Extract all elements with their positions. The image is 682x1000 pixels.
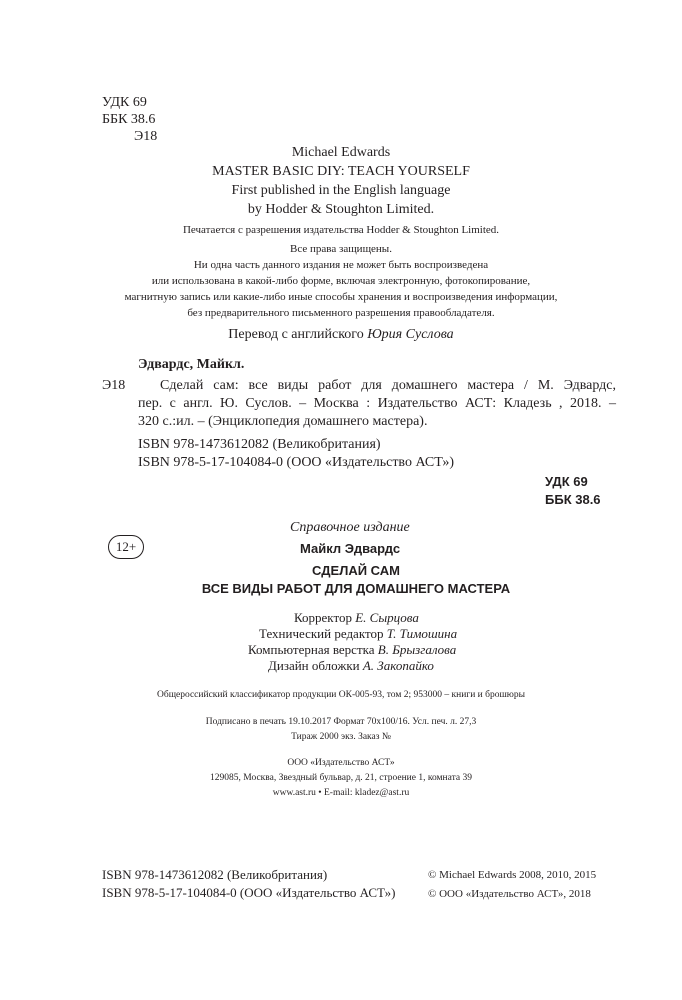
original-published: First published in the English language	[231, 183, 451, 198]
staff-line	[248, 642, 456, 658]
publisher-address: 129085, Москва, Звездный бульвар, д. 21, строение 1, комната 39	[210, 773, 472, 783]
staff-role: Компьютерная верстка	[248, 642, 378, 657]
translator-name: Юрия Суслова	[367, 327, 454, 342]
age-rating-badge: 12+	[108, 535, 144, 559]
edition-type: Справочное издание	[290, 520, 410, 535]
staff-name: А. Закопайко	[362, 658, 434, 673]
staff-name: В. Брызгалова	[377, 642, 457, 657]
original-author: Michael Edwards	[291, 145, 391, 160]
book-title-line1: СДЕЛАЙ САМ	[312, 563, 400, 578]
catalog-description-line: 320 с.:ил. – (Энциклопедия домашнего мастера).	[138, 414, 428, 429]
catalog-description-line: Сделай сам: все виды работ для домашнего мастера / М. Эдвардс,	[160, 378, 616, 393]
rights-line: или использована в какой-либо форме, включая электронную, фотокопирование,	[151, 275, 531, 287]
classifier-text: Общероссийский классификатор продукции ОК-005-93, том 2; 953000 – книги и брошюры	[157, 690, 525, 700]
staff-line	[268, 658, 434, 674]
translation-line	[0, 326, 682, 343]
footer-copyright: © Michael Edwards 2008, 2010, 2015	[428, 869, 597, 881]
staff-line	[294, 610, 419, 626]
catalog-author: Эдвардс, Майкл.	[138, 357, 245, 372]
bbk-code: ББК 38.6	[102, 112, 156, 127]
original-title: MASTER BASIC DIY: TEACH YOURSELF	[212, 164, 470, 179]
staff-role: Корректор	[294, 610, 356, 625]
rights-line: Все права защищены.	[290, 243, 392, 255]
catalog-isbn: ISBN 978-5-17-104084-0 (ООО «Издательство АСТ»)	[138, 455, 455, 470]
staff-name: Т. Тимошина	[386, 626, 458, 641]
original-publisher: by Hodder & Stoughton Limited.	[247, 202, 435, 217]
catalog-bbk: ББК 38.6	[545, 492, 601, 507]
book-author: Майкл Эдвардс	[300, 541, 401, 556]
footer-isbn: ISBN 978-1473612082 (Великобритания)	[102, 867, 328, 882]
staff-role: Дизайн обложки	[268, 658, 363, 673]
rights-line: магнитную запись или какие-либо иные способы хранения и воспроизведения информации,	[124, 291, 558, 303]
catalog-isbn: ISBN 978-1473612082 (Великобритания)	[138, 437, 381, 452]
catalog-description-line: пер. с англ. Ю. Суслов. – Москва : Издательство АСТ: Кладезь , 2018. –	[138, 396, 616, 411]
staff-name: Е. Сырцова	[355, 610, 419, 625]
staff-role: Технический редактор	[259, 626, 387, 641]
catalog-udk: УДК 69	[545, 474, 588, 489]
footer-copyright: © ООО «Издательство АСТ», 2018	[428, 888, 591, 900]
footer-isbn: ISBN 978-5-17-104084-0 (ООО «Издательство АСТ»)	[102, 885, 396, 900]
publisher-contacts: www.ast.ru • E-mail: kladez@ast.ru	[272, 788, 410, 798]
permission-text: Печатается с разрешения издательства Hodder & Stoughton Limited.	[182, 224, 500, 236]
book-title-line2: ВСЕ ВИДЫ РАБОТ ДЛЯ ДОМАШНЕГО МАСТЕРА	[201, 581, 511, 596]
udk-code: УДК 69	[102, 95, 147, 110]
rights-line: Ни одна часть данного издания не может быть воспроизведена	[193, 259, 489, 271]
catalog-code: Э18	[102, 378, 126, 393]
author-sign: Э18	[134, 129, 158, 144]
print-info-line: Подписано в печать 19.10.2017 Формат 70х100/16. Усл. печ. л. 27,3	[205, 717, 477, 727]
udk-block	[102, 94, 157, 145]
staff-line	[259, 626, 457, 642]
publisher-name: ООО «Издательство АСТ»	[287, 758, 395, 768]
print-info-line: Тираж 2000 экз. Заказ №	[291, 732, 391, 742]
translation-prefix: Перевод с английского	[228, 327, 368, 342]
rights-line: без предварительного письменного разрешения правообладателя.	[187, 307, 495, 319]
